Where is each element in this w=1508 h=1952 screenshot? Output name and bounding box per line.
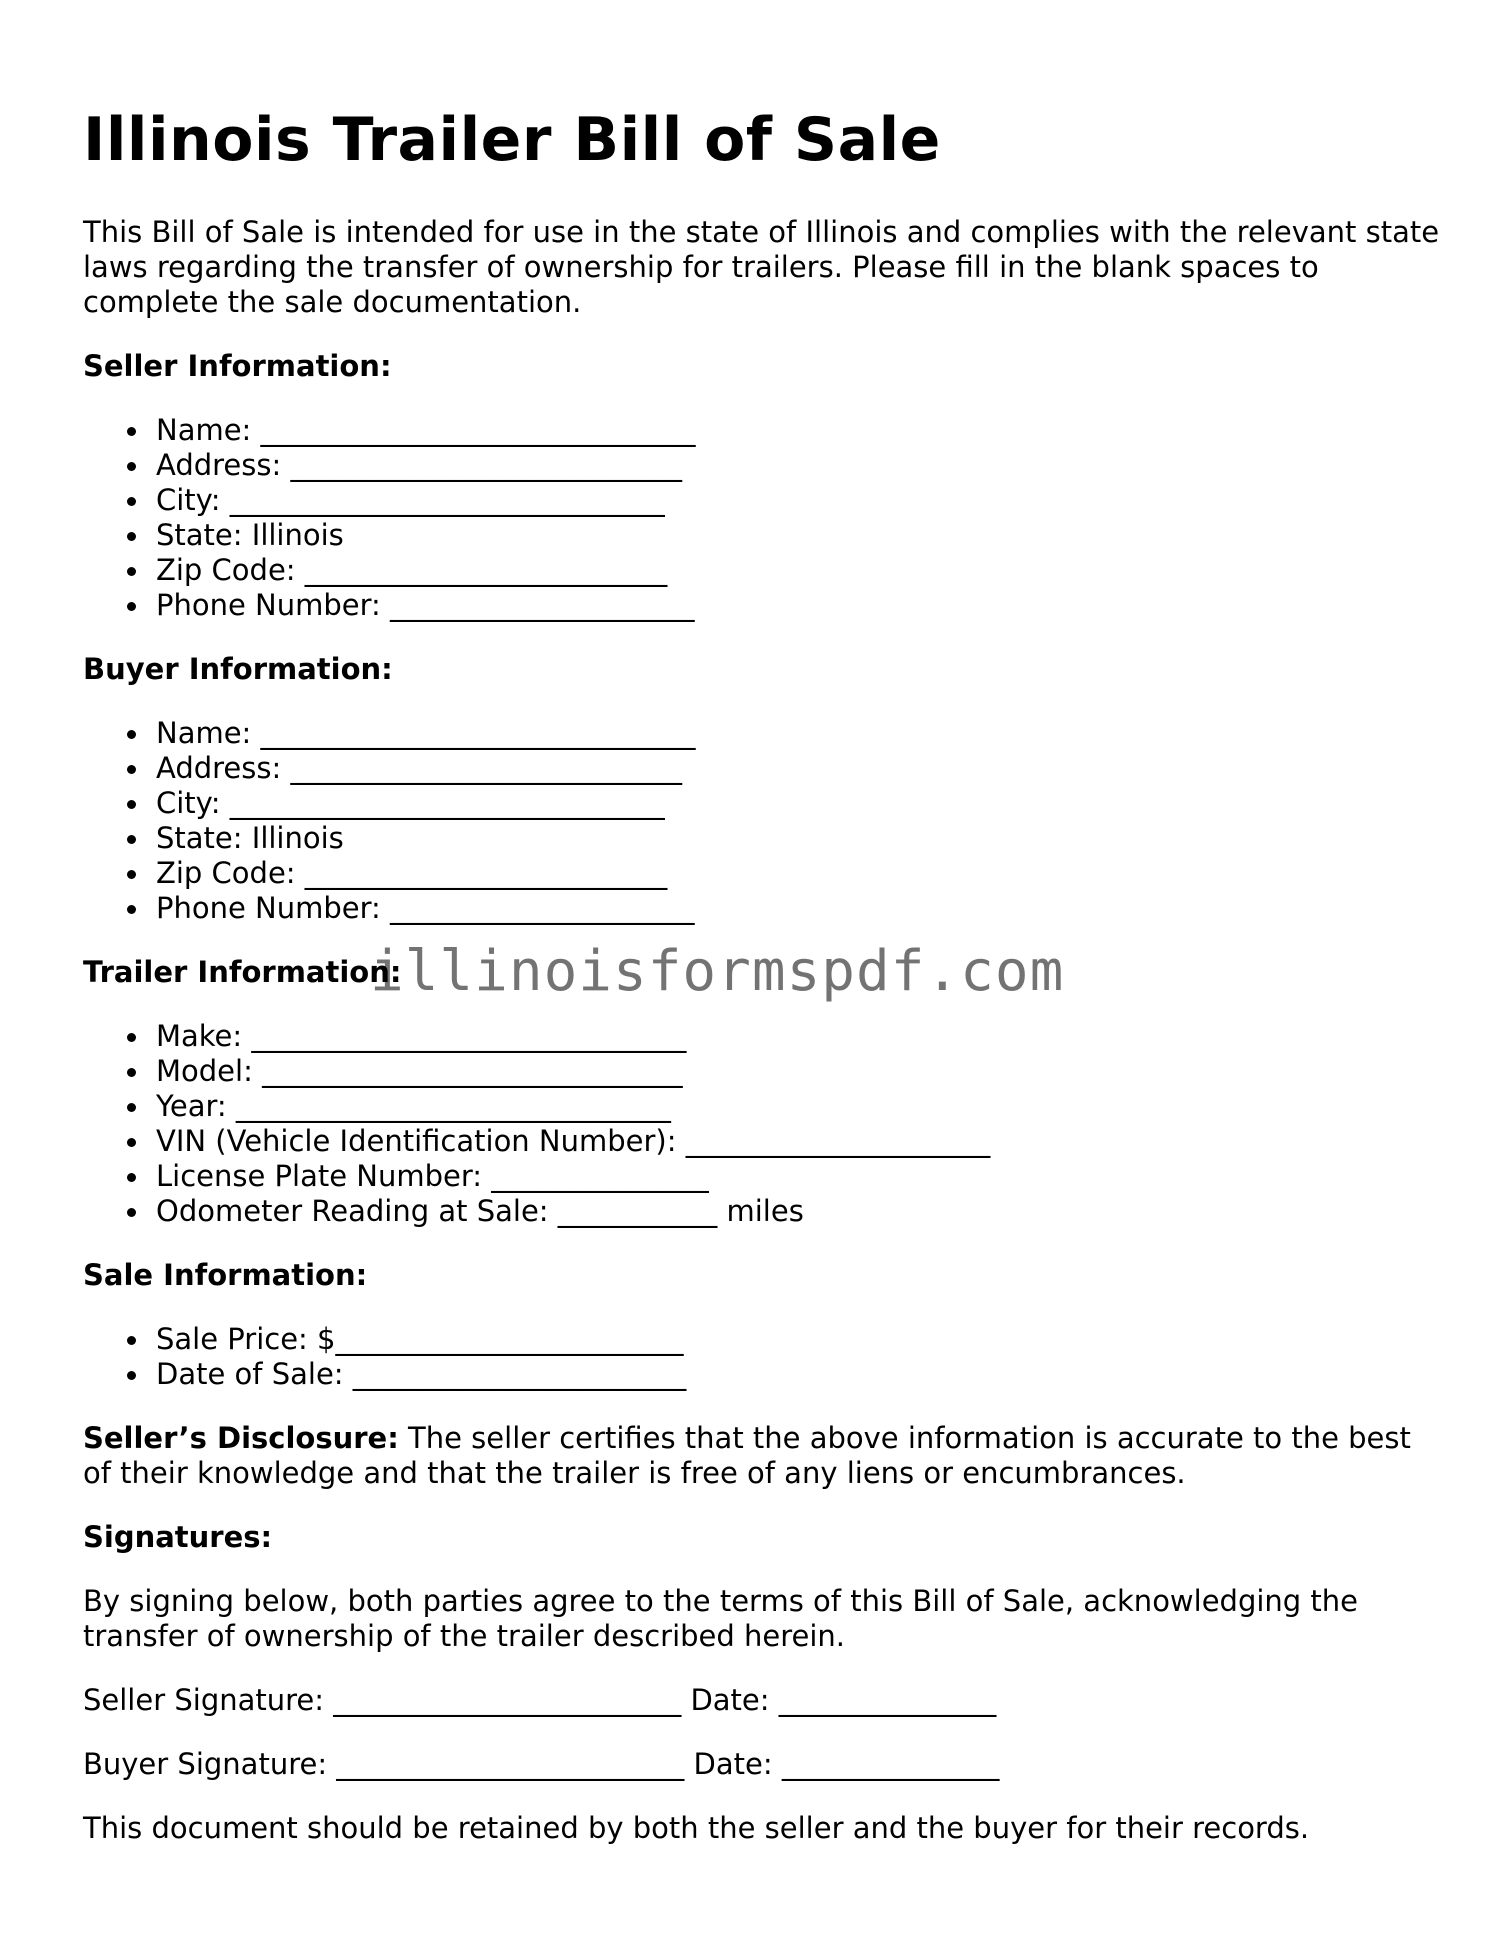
trailer-vin-field[interactable]: VIN (Vehicle Identification Number): _____________________ xyxy=(156,1124,1443,1159)
sale-fields-list xyxy=(83,1322,1443,1392)
seller-zip-field[interactable]: Zip Code: _________________________ xyxy=(156,553,1443,588)
seller-address-field[interactable]: Address: ___________________________ xyxy=(156,448,1443,483)
watermark-text: illinoisformspdf.com xyxy=(370,939,1065,1004)
sale-price-field[interactable]: Sale Price: $________________________ xyxy=(156,1322,1443,1357)
buyer-heading: Buyer Information: xyxy=(83,652,393,686)
signatures-heading: Signatures: xyxy=(83,1520,273,1554)
trailer-make-field[interactable]: Make: ______________________________ xyxy=(156,1019,1443,1054)
seller-disclosure xyxy=(83,1421,1443,1491)
trailer-model-field[interactable]: Model: _____________________________ xyxy=(156,1054,1443,1089)
sale-date-field[interactable]: Date of Sale: _______________________ xyxy=(156,1357,1443,1392)
intro-paragraph: This Bill of Sale is intended for use in the state of Illinois and complies with the relevant state laws regarding the transfer of ownership for trailers. Please fill in the blank spaces to complete the sale documentation. xyxy=(83,215,1440,319)
seller-heading: Seller Information: xyxy=(83,349,392,383)
trailer-license-plate-field[interactable]: License Plate Number: _______________ xyxy=(156,1159,1443,1194)
trailer-odometer-field[interactable]: Odometer Reading at Sale: ___________ miles xyxy=(156,1194,1443,1229)
buyer-zip-field[interactable]: Zip Code: _________________________ xyxy=(156,856,1443,891)
seller-city-field[interactable]: City: ______________________________ xyxy=(156,483,1443,518)
buyer-address-field[interactable]: Address: ___________________________ xyxy=(156,751,1443,786)
buyer-city-field[interactable]: City: ______________________________ xyxy=(156,786,1443,821)
sale-heading: Sale Information: xyxy=(83,1258,368,1292)
footer-note: This document should be retained by both the seller and the buyer for their records. xyxy=(83,1811,1310,1845)
buyer-signature-line[interactable]: Buyer Signature: ________________________ Date: _______________ xyxy=(83,1747,1000,1781)
buyer-state-field: State: Illinois xyxy=(156,821,1443,856)
disclosure-heading: Seller’s Disclosure: xyxy=(83,1421,399,1455)
seller-fields-list xyxy=(83,413,1443,623)
page-title: Illinois Trailer Bill of Sale xyxy=(83,105,941,175)
disclosure-text: The seller certifies that the above information is accurate to the best of their knowledge and that the trailer is free of any liens or encumbrances. xyxy=(83,1421,1411,1490)
seller-name-field[interactable]: Name: ______________________________ xyxy=(156,413,1443,448)
buyer-name-field[interactable]: Name: ______________________________ xyxy=(156,716,1443,751)
bill-of-sale-document xyxy=(83,100,1443,1846)
seller-phone-field[interactable]: Phone Number: _____________________ xyxy=(156,588,1443,623)
trailer-year-field[interactable]: Year: ______________________________ xyxy=(156,1089,1443,1124)
buyer-fields-list xyxy=(83,716,1443,926)
seller-state-field: State: Illinois xyxy=(156,518,1443,553)
trailer-heading: Trailer Information: xyxy=(83,955,402,989)
trailer-fields-list xyxy=(83,1019,1443,1229)
buyer-phone-field[interactable]: Phone Number: _____________________ xyxy=(156,891,1443,926)
signatures-text: By signing below, both parties agree to the terms of this Bill of Sale, acknowledging the transfer of ownership of the trailer described herein. xyxy=(83,1584,1359,1653)
seller-signature-line[interactable]: Seller Signature: ________________________ Date: _______________ xyxy=(83,1683,997,1717)
